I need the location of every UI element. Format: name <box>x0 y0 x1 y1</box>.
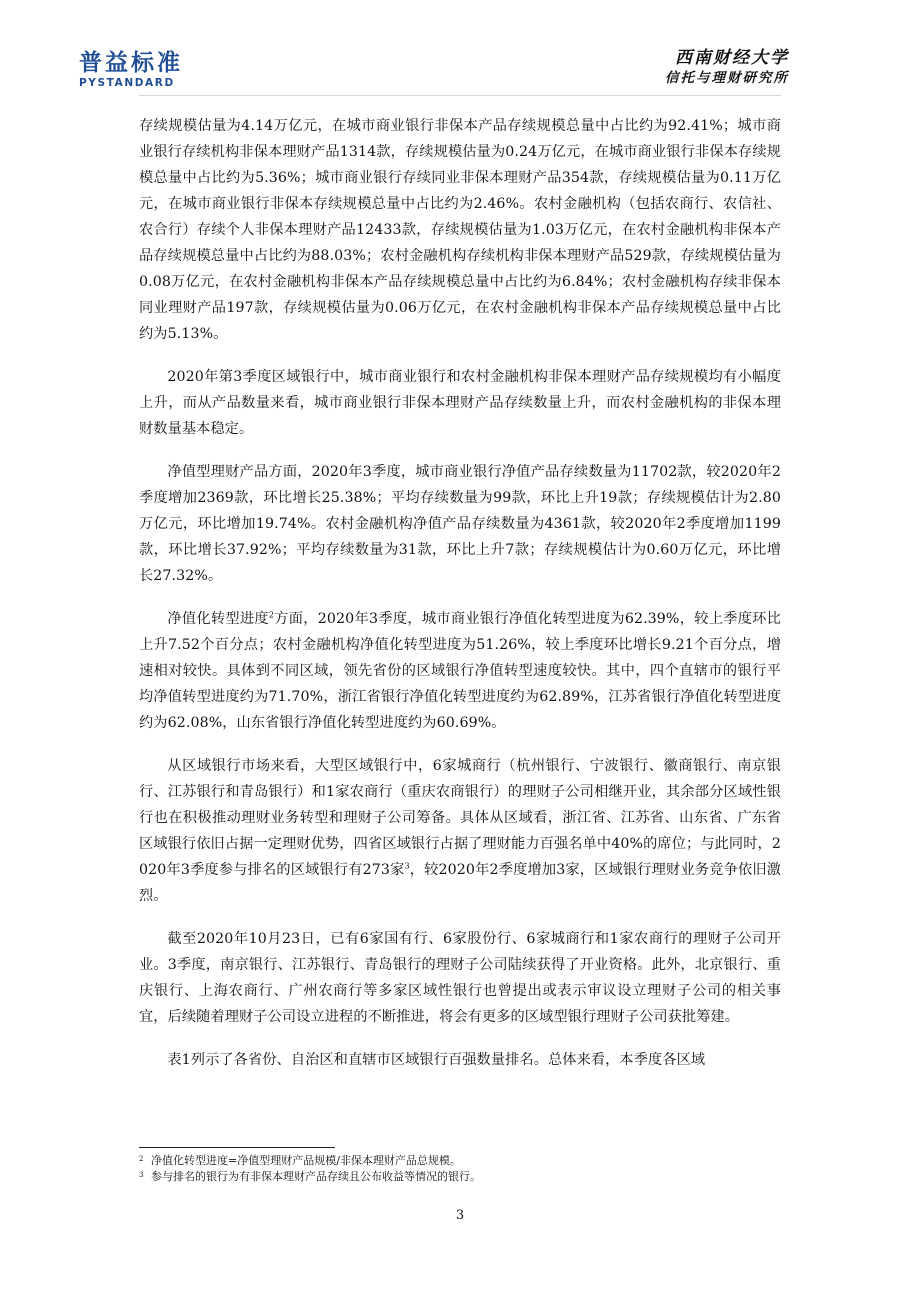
paragraph-3: 净值型理财产品方面，2020年3季度，城市商业银行净值产品存续数量为11702款，较2020年2季度增加2369款，环比增长25.38%；平均存续数量为99款，环比上升19款；存续规模估计为2.80万亿元，环比增加19.74%。农村金融机构净值产品存续数量为4361款，较2020年2季度增加1199款，环比增长37.92%；平均存续数量为31款，环比上升7款；存续规模估计为0.60万亿元，环比增长27.32%。 <box>139 464 781 584</box>
paragraph-5-lead: 从区域银行市场来看，大型区域银行中，6家城商行（杭州银行、宁波银行、徽商银行、南京银行、江苏银行和青岛银行）和1家农商行（重庆农商银行）的理财子公司相继开业，其余部分区域性银行也在积极推动理财业务转型和理财子公司筹备。具体从区域看，浙江省、江苏省、山东省、广东省区域银行依旧占据一定理财优势，四省区域银行占据了理财能力百强名单中40%的席位；与此同时，2020年3季度参与排名的区域银行有273家 <box>139 758 781 878</box>
logo-right-institute: 信托与理财研究所 <box>665 70 789 86</box>
paragraph-1: 存续规模估量为4.14万亿元，在城市商业银行非保本产品存续规模总量中占比约为92.41%；城市商业银行存续机构非保本理财产品1314款，存续规模估量为0.24万亿元，在城市商业银行非保本存续规模总量中占比约为5.36%；城市商业银行存续同业非保本理财产品354款，存续规模估量为0.11万亿元，在城市商业银行非保本存续规模总量中占比约为2.46%。农村金融机构（包括农商行、农信社、农合行）存续个人非保本理财产品12433款，存续规模估量为1.03万亿元，在农村金融机构非保本产品存续规模总量中占比约为88.03%；农村金融机构存续机构非保本理财产品529款，存续规模估量为0.08万亿元，在农村金融机构非保本产品存续规模总量中占比约为6.84%；农村金融机构存续非保本同业理财产品197款，存续规模估量为0.06万亿元，在农村金融机构非保本产品存续规模总量中占比约为5.13%。 <box>139 118 781 342</box>
paragraph-4 <box>139 606 781 736</box>
logo-left-chinese: 普益标准 <box>79 50 183 76</box>
footnote-number: 3 <box>139 1171 144 1179</box>
footnote-text: 净值化转型进度=净值型理财产品规模/非保本理财产品总规模。 <box>151 1154 461 1167</box>
logo-left-english: PYSTANDARD <box>79 77 175 89</box>
paragraph-2: 2020年第3季度区域银行中，城市商业银行和农村金融机构非保本理财产品存续规模均有小幅度上升，而从产品数量来看，城市商业银行非保本理财产品存续数量上升，而农村金融机构的非保本理财数量基本稳定。 <box>139 369 781 437</box>
footnote-number: 2 <box>139 1155 144 1163</box>
logo-right-university: 西南财经大学 <box>675 48 789 68</box>
paragraph-4-lead: 净值化转型进度 <box>167 611 269 627</box>
pystandard-logo <box>79 50 219 89</box>
footnote-ref-2[interactable]: 2 <box>268 610 275 620</box>
swufe-institute-logo <box>665 48 789 87</box>
footnote-ref-3[interactable]: 3 <box>404 861 410 871</box>
body-content <box>139 113 781 1090</box>
paragraph-7: 表1列示了各省份、自治区和直辖市区域银行百强数量排名。总体来看，本季度各区域 <box>167 1052 706 1068</box>
footnotes <box>139 1153 781 1185</box>
paragraph-5 <box>139 753 781 909</box>
header-divider <box>139 95 781 96</box>
page-number: 3 <box>455 1208 465 1223</box>
footnote-text: 参与排名的银行为有非保本理财产品存续且公布收益等情况的银行。 <box>151 1170 481 1183</box>
footnote-2 <box>139 1153 781 1169</box>
footnote-divider <box>139 1147 335 1148</box>
footnote-3 <box>139 1169 781 1185</box>
paragraph-4-rest: 方面，2020年3季度，城市商业银行净值化转型进度为62.39%，较上季度环比上升7.52个百分点；农村金融机构净值化转型进度为51.26%，较上季度环比增长9.21个百分点，增速相对较快。具体到不同区域，领先省份的区域银行净值转型速度较快。其中，四个直辖市的银行平均净值转型进度约为71.70%，浙江省银行净值化转型进度约为62.89%，江苏省银行净值化转型进度约为62.08%，山东省银行净值化转型进度约为60.69%。 <box>139 611 782 731</box>
paragraph-5-rest: ，较2020年2季度增加3家，区域银行理财业务竞争依旧激烈。 <box>139 862 781 904</box>
paragraph-6: 截至2020年10月23日，已有6家国有行、6家股份行、6家城商行和1家农商行的理财子公司开业。3季度，南京银行、江苏银行、青岛银行的理财子公司陆续获得了开业资格。此外，北京银行、重庆银行、上海农商行、广州农商行等多家区域性银行也曾提出或表示审议设立理财子公司的相关事宜，后续随着理财子公司设立进程的不断推进，将会有更多的区域型银行理财子公司获批筹建。 <box>139 931 781 1025</box>
